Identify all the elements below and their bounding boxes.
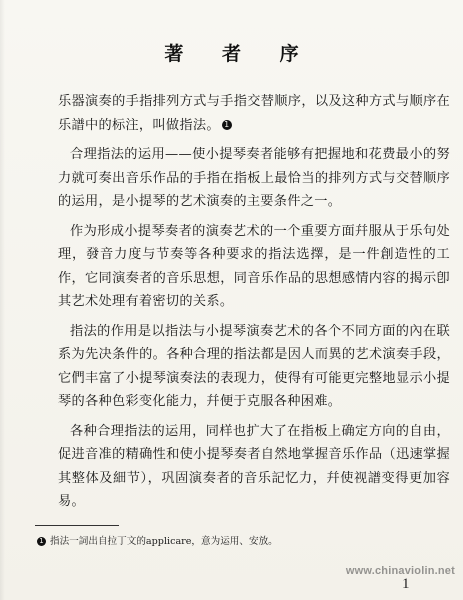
footnote — [35, 535, 425, 549]
paragraph-5: 各种合理指法的运用，同样也扩大了在指板上确定方向的自由，促进音准的精确性和使小提琴奏者自然地掌握音乐作品（迅速掌握其整体及細节），巩固演奏者的音乐記忆力，幷使视譜变得更加容易。 — [58, 423, 450, 509]
paragraph-1-text: 乐器演奏的手指排列方式与手指交替顺序，以及这种方式与顺序在乐譜中的标注，叫做指法。 — [58, 94, 450, 133]
watermark: www.chinaviolin.net — [345, 565, 455, 577]
footnote-number-icon: 1 — [37, 537, 46, 546]
body-text — [58, 90, 450, 520]
page-title: 著 者 序 — [164, 43, 315, 65]
paragraph-4: 指法的作用是以指法与小提琴演奏艺术的各个不同方面的內在联系为先决条件的。各种合理的指法都是因人而異的艺术演奏手段，它們丰富了小提琴演奏法的表现力，使得有可能更完整地显示小提琴的各种色彩变化能力，幷便于克服各种困难。 — [58, 323, 450, 409]
paragraph-1 — [58, 90, 450, 137]
footnote-marker-icon: 1 — [222, 120, 232, 130]
scan-edge-shadow — [0, 0, 5, 600]
paragraph-3: 作为形成小提琴奏者的演奏艺术的一个重要方面幷服从于乐句处理，發音力度与节奏等各种要求的指法选擇，是一件創造性的工作，它同演奏者的音乐思想，同音乐作品的思想感情内容的揭示卽其艺术处理有着密切的关系。 — [58, 223, 450, 309]
footnote-divider — [35, 525, 119, 526]
footnote-text: 指法一詞出自拉丁文的applicare，意为运用、安放。 — [50, 536, 278, 547]
paragraph-2: 合理指法的运用——使小提琴奏者能够有把握地和花费最小的努力就可奏出音乐作品的手指在指板上最恰当的排列方式与交替顺序的运用，是小提琴的艺术演奏的主要条件之一。 — [58, 147, 450, 209]
page-number: 1 — [402, 576, 410, 592]
